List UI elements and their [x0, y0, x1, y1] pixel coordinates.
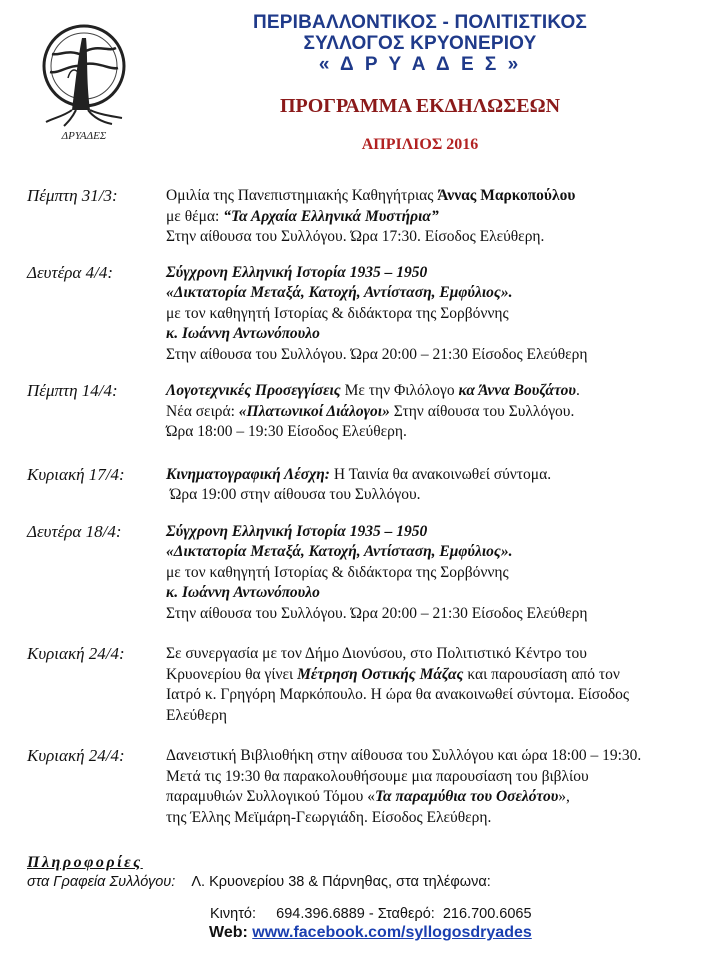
- event-text: με τον καθηγητή Ιστορίας & διδάκτορα της Σορβόννης: [166, 563, 509, 581]
- event-line: [166, 685, 716, 706]
- event-line: [166, 604, 716, 625]
- event-item: [0, 522, 724, 625]
- event-description: [166, 746, 716, 828]
- org-name-line-3: « Δ Ρ Υ Α Δ Ε Σ »: [318, 54, 522, 75]
- event-line: [166, 808, 716, 829]
- event-text: .: [575, 382, 580, 399]
- event-line: [166, 665, 716, 686]
- event-line: [166, 465, 716, 486]
- event-date: Κυριακή 24/4:: [27, 644, 125, 663]
- emphasis-text: «Πλατωνικοί Διάλογοι»: [238, 402, 390, 420]
- event-text: Νέα σειρά:: [166, 402, 239, 420]
- event-description: [166, 381, 716, 443]
- event-text: Στην αίθουσα του Συλλόγου. Ώρα 20:00 – 21:30 Είσοδος Ελεύθερη: [166, 604, 588, 622]
- event-text: Σε συνεργασία με τον Δήμο Διονύσου, στο Πολιτιστικό Κέντρο του: [166, 645, 587, 662]
- event-item: [0, 746, 724, 828]
- event-date: Πέμπτη 31/3:: [27, 186, 118, 205]
- info-title: Πληροφορίες: [27, 854, 143, 871]
- event-item: [0, 263, 724, 366]
- emphasis-text: κ. Ιωάννη Αντωνόπουλο: [166, 325, 320, 342]
- offices-label: στα Γραφεία Συλλόγου:: [27, 874, 176, 890]
- logo-caption: ΔΡΥΑΔΕΣ: [61, 130, 107, 142]
- event-date: Κυριακή 24/4:: [27, 746, 125, 765]
- event-description: [166, 644, 716, 726]
- event-line: [166, 402, 716, 423]
- emphasis-text: κ. Ιωάννη Αντωνόπουλο: [166, 584, 320, 601]
- event-text: Με την Φιλόλογο: [340, 382, 459, 399]
- emphasis-text: Σύγχρονη Ελληνική Ιστορία 1935 – 1950: [166, 263, 428, 281]
- association-logo: [38, 18, 130, 148]
- event-line: [166, 583, 716, 604]
- info-address-line: [27, 872, 707, 892]
- event-text: Ώρα 18:00 – 19:30 Είσοδος Ελεύθερη.: [166, 423, 407, 440]
- event-item: [0, 186, 724, 248]
- event-line: [166, 263, 716, 284]
- info-section: [27, 854, 707, 941]
- event-text: με θέμα:: [166, 207, 224, 225]
- web-row: [209, 924, 532, 942]
- emphasis-text: Τα παραμύθια του Οσελότου: [374, 788, 559, 805]
- event-text: »,: [558, 788, 570, 805]
- event-line: [166, 485, 716, 506]
- org-name-line-2: ΣΥΛΛΟΓΟΣ ΚΡΥΟΝΕΡΙΟΥ: [303, 33, 537, 54]
- event-text: Ελεύθερη: [166, 706, 227, 724]
- event-date: Δευτέρα 4/4:: [27, 262, 113, 282]
- events-list: [0, 170, 724, 828]
- event-text: Ιατρό κ. Γρηγόρη Μαρκόπουλο. Η ώρα θα ανακοινωθεί σύντομα. Είσοδος: [166, 686, 630, 703]
- event-text: Μετά τις 19:30 θα παρακολουθήσουμε μια παρουσίαση του βιβλίου: [166, 767, 589, 785]
- event-date: Δευτέρα 18/4:: [27, 521, 122, 541]
- event-line: [166, 227, 716, 248]
- event-description: [166, 465, 716, 506]
- event-line: [166, 381, 716, 402]
- event-text: παραμυθιών Συλλογικού Τόμου «: [166, 788, 375, 805]
- emphasis-text: «Δικτατορία Μεταξά, Κατοχή, Αντίσταση, Εμφύλιος».: [166, 284, 513, 301]
- event-item: [0, 465, 724, 506]
- event-line: [166, 563, 716, 584]
- web-label: Web:: [209, 924, 248, 941]
- event-line: [166, 186, 716, 207]
- event-line: [166, 422, 716, 443]
- event-line: [166, 706, 716, 727]
- emphasis-text: Σύγχρονη Ελληνική Ιστορία 1935 – 1950: [166, 522, 428, 540]
- emphasis-text: «Δικτατορία Μεταξά, Κατοχή, Αντίσταση, Εμφύλιος».: [166, 543, 513, 560]
- event-text: Στην αίθουσα του Συλλόγου. Ώρα 20:00 – 21:30 Είσοδος Ελεύθερη: [166, 345, 588, 363]
- event-description: [166, 186, 716, 248]
- event-description: [166, 263, 716, 366]
- address-text: Λ. Κρυονερίου 38 & Πάρνηθας, στα τηλέφωνα:: [191, 874, 491, 890]
- program-title: ΠΡΟΓΡΑΜΜΑ ΕΚΔΗΛΩΣΕΩΝ: [279, 95, 561, 117]
- facebook-link[interactable]: www.facebook.com/syllogosdryades: [252, 924, 532, 941]
- emphasis-text: κα Άννα Βουζάτου: [458, 382, 576, 399]
- event-line: [166, 345, 716, 366]
- event-text: Δανειστική Βιβλιοθήκη στην αίθουσα του Συλλόγου και ώρα 18:00 – 19:30.: [166, 747, 642, 764]
- event-text: και παρουσίαση από τον: [463, 665, 620, 683]
- emphasis-text: Λογοτεχνικές Προσεγγίσεις: [166, 382, 341, 399]
- emphasis-text: Άννας Μαρκοπούλου: [437, 187, 576, 204]
- organization-name: [150, 12, 690, 75]
- event-item: [0, 381, 724, 443]
- event-line: [166, 304, 716, 325]
- event-text: Κρυονερίου θα γίνει: [166, 665, 298, 683]
- phone-numbers: Κινητό: 694.396.6889 - Σταθερό: 216.700.6065: [210, 906, 532, 922]
- event-line: [166, 644, 716, 665]
- event-item: [0, 644, 724, 726]
- event-line: [166, 207, 716, 228]
- event-line: [166, 324, 716, 345]
- event-text: της Έλλης Μεϊμάρη-Γεωργιάδη. Είσοδος Ελεύθερη.: [166, 808, 492, 826]
- event-text: με τον καθηγητή Ιστορίας & διδάκτορα της Σορβόννης: [166, 304, 509, 322]
- program-month: ΑΠΡΙΛΙΟΣ 2016: [361, 136, 479, 153]
- event-line: [166, 746, 716, 767]
- event-line: [166, 787, 716, 808]
- tree-logo-icon: [38, 18, 130, 130]
- event-line: [166, 283, 716, 304]
- event-line: [166, 542, 716, 563]
- event-date: Πέμπτη 14/4:: [27, 381, 118, 400]
- event-line: [166, 767, 716, 788]
- event-text: Ώρα 19:00 στην αίθουσα του Συλλόγου.: [166, 486, 421, 503]
- org-name-line-1: ΠΕΡΙΒΑΛΛΟΝΤΙΚΟΣ - ΠΟΛΙΤΙΣΤΙΚΟΣ: [252, 12, 588, 33]
- emphasis-text: Κινηματογραφική Λέσχη:: [166, 465, 330, 483]
- event-description: [166, 522, 716, 625]
- event-text: Ομιλία της Πανεπιστημιακής Καθηγήτριας: [166, 187, 438, 204]
- event-line: [166, 522, 716, 543]
- event-text: Η Ταινία θα ανακοινωθεί σύντομα.: [329, 465, 552, 483]
- emphasis-text: Μέτρηση Οστικής Μάζας: [297, 665, 464, 683]
- event-date: Κυριακή 17/4:: [27, 464, 125, 484]
- event-text: Στην αίθουσα του Συλλόγου. Ώρα 17:30. Είσοδος Ελεύθερη.: [166, 228, 545, 245]
- emphasis-text: “Τα Αρχαία Ελληνικά Μυστήρια”: [223, 207, 439, 225]
- event-text: Στην αίθουσα του Συλλόγου.: [389, 402, 575, 420]
